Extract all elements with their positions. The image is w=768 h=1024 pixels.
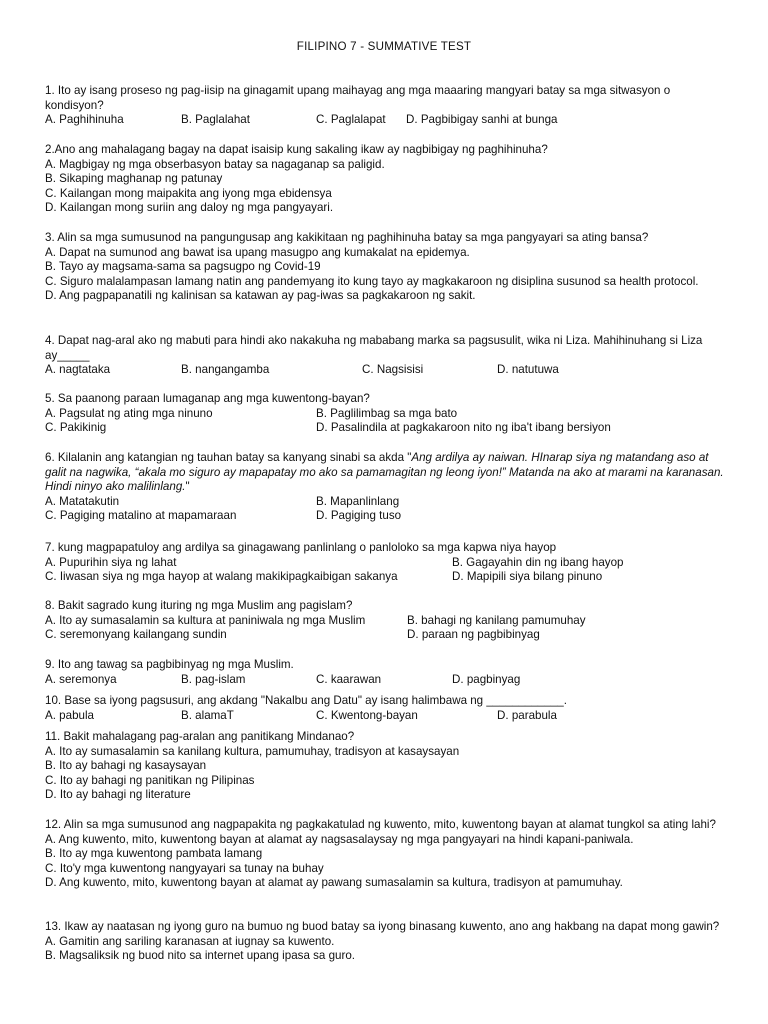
question-6-stem-lead: 6. Kilalanin ang katangian ng tauhan batay sa kanyang sinabi sa akda ": [45, 451, 412, 464]
question-5-stem: 5. Sa paanong paraan lumaganap ang mga kuwentong-bayan?: [45, 392, 370, 405]
question-6-quote: Ang ardilya ay naiwan. HInarap siya ng matandang aso at galit na nagwika, “akala mo siguro ay mapapatay mo ako sa pamamagitan ng leong iyon!” Matanda na ako at marami na karanasan. Hindi ninyo ako malilinlang.: [45, 451, 724, 494]
question-13-stem: 13. Ikaw ay naatasan ng iyong guro na bumuo ng buod batay sa iyong binasang kuwento, ano ang hakbang na dapat mong gawin?: [45, 920, 720, 933]
question-6-stem: [45, 451, 725, 495]
question-4-choices: [45, 363, 725, 378]
choice-9c: C. kaarawan: [316, 672, 382, 686]
choice-9b: B. pag-islam: [181, 672, 246, 686]
question-8-choices-row-2: [45, 628, 725, 643]
question-10: [45, 694, 725, 723]
question-2: [45, 143, 725, 216]
choice-9a: A. seremonya: [45, 672, 117, 686]
question-7-stem: 7. kung magpapatuloy ang ardilya sa ginagawang panlinlang o panloloko sa mga kapwa niya hayop: [45, 541, 557, 554]
question-6: [45, 451, 725, 524]
choice-11d: D. Ito ay bahagi ng literature: [45, 788, 191, 802]
choice-2c: C. Kailangan mong maipakita ang iyong mga ebidensya: [45, 186, 332, 200]
question-1-choices: [45, 113, 725, 128]
choice-6a: A. Matatakutin: [45, 494, 120, 508]
choice-5b: B. Paglilimbag sa mga bato: [316, 406, 458, 420]
question-4-stem: 4. Dapat nag-aral ako ng mabuti para hindi ako nakakuha ng mababang marka sa pagsusulit, wika ni Liza. Mahihinuhang si Liza ay_____: [45, 334, 703, 362]
choice-1a: A. Paghihinuha: [45, 113, 124, 127]
question-8-stem: 8. Bakit sagrado kung ituring ng mga Muslim ang pagislam?: [45, 599, 353, 612]
choice-7a: A. Pupurihin siya ng lahat: [45, 555, 177, 569]
choice-6b: B. Mapanlinlang: [316, 494, 400, 508]
choice-12d: D. Ang kuwento, mito, kuwentong bayan at alamat ay pawang sumasalamin sa kultura, tradisyon at pamumuhay.: [45, 876, 623, 890]
choice-8b: B. bahagi ng kanilang pamumuhay: [407, 613, 586, 627]
choice-8a: A. Ito ay sumasalamin sa kultura at paniniwala ng mga Muslim: [45, 613, 366, 627]
choice-10b: B. alamaT: [181, 708, 234, 722]
question-5-choices-row-2: [45, 421, 725, 436]
question-10-choices: [45, 709, 725, 724]
question-2-stem: 2.Ano ang mahalagang bagay na dapat isaisip kung sakaling ikaw ay nagbibigay ng paghihinuha?: [45, 143, 548, 156]
question-7-choices-row-1: [45, 556, 725, 571]
choice-4b: B. nangangamba: [181, 363, 270, 377]
choice-7b: B. Gagayahin din ng ibang hayop: [452, 555, 624, 569]
choice-2a: A. Magbigay ng mga obserbasyon batay sa nagaganap sa paligid.: [45, 157, 385, 171]
choice-4d: D. natutuwa: [497, 363, 559, 377]
question-12: [45, 818, 725, 891]
question-9: [45, 658, 725, 687]
choice-3b: B. Tayo ay magsama-sama sa pagsugpo ng Covid-19: [45, 260, 321, 274]
choice-13b: B. Magsaliksik ng buod nito sa internet upang ipasa sa guro.: [45, 949, 356, 963]
choice-11a: A. Ito ay sumasalamin sa kanilang kultura, pamumuhay, tradisyon at kasaysayan: [45, 744, 460, 758]
choice-8d: D. paraan ng pagbibinyag: [407, 628, 540, 642]
choice-7c: C. Iiwasan siya ng mga hayop at walang makikipagkaibigan sakanya: [45, 570, 398, 584]
question-7: [45, 541, 725, 585]
question-5-choices-row-1: [45, 407, 725, 422]
question-6-stem-end: ": [185, 480, 190, 494]
question-10-stem: 10. Base sa iyong pagsusuri, ang akdang "Nakalbu ang Datu" ay isang halimbawa ng ____________.: [45, 694, 567, 707]
question-8: [45, 599, 725, 643]
choice-4c: C. Nagsisisi: [362, 363, 424, 377]
choice-10c: C. Kwentong-bayan: [316, 708, 418, 722]
choice-2b: B. Sikaping maghanap ng patunay: [45, 172, 223, 186]
question-12-stem: 12. Alin sa mga sumusunod ang nagpapakita ng pagkakatulad ng kuwento, mito, kuwentong bayan at alamat tungkol sa ating lahi?: [45, 818, 716, 831]
choice-9d: D. pagbinyag: [452, 672, 521, 686]
choice-10a: A. pabula: [45, 708, 94, 722]
question-11-stem: 11. Bakit mahalagang pag-aralan ang panitikang Mindanao?: [45, 730, 355, 743]
choice-6d: D. Pagiging tuso: [316, 509, 402, 523]
choice-3d: D. Ang pagpapanatili ng kalinisan sa katawan ay pag-iwas sa pagkakaroon ng sakit.: [45, 289, 476, 303]
choice-11c: C. Ito ay bahagi ng panitikan ng Pilipinas: [45, 773, 255, 787]
choice-8c: C. seremonyang kailangang sundin: [45, 628, 227, 642]
choice-3a: A. Dapat na sumunod ang bawat isa upang masugpo ang kumakalat na epidemya.: [45, 245, 470, 259]
question-3-stem: 3. Alin sa mga sumusunod na pangungusap ang kakikitaan ng paghihinuha batay sa mga pangyayari sa ating bansa?: [45, 231, 649, 244]
choice-12c: C. Ito'y mga kuwentong nangyayari sa tunay na buhay: [45, 861, 324, 875]
choice-5a: A. Pagsulat ng ating mga ninuno: [45, 406, 213, 420]
question-3: [45, 231, 725, 304]
choice-1d: D. Pagbibigay sanhi at bunga: [406, 113, 558, 127]
choice-6c: C. Pagiging matalino at mapamaraan: [45, 509, 237, 523]
question-7-choices-row-2: [45, 570, 725, 585]
question-1: [45, 84, 725, 128]
question-6-choices-row-2: [45, 509, 725, 524]
choice-12b: B. Ito ay mga kuwentong pambata lamang: [45, 847, 263, 861]
choice-7d: D. Mapipili siya bilang pinuno: [452, 570, 603, 584]
question-8-choices-row-1: [45, 614, 725, 629]
question-9-stem: 9. Ito ang tawag sa pagbibinyag ng mga Muslim.: [45, 658, 294, 671]
question-13: [45, 920, 725, 964]
choice-1c: C. Paglalapat: [316, 113, 386, 127]
page-title: FILIPINO 7 - SUMMATIVE TEST: [296, 40, 472, 53]
question-11: [45, 730, 725, 803]
choice-11b: B. Ito ay bahagi ng kasaysayan: [45, 759, 207, 773]
choice-2d: D. Kailangan mong suriin ang daloy ng mga pangyayari.: [45, 201, 334, 215]
choice-1b: B. Paglalahat: [181, 113, 250, 127]
question-6-choices-row-1: [45, 495, 725, 510]
question-9-choices: [45, 673, 725, 688]
question-5: [45, 392, 725, 436]
choice-13a: A. Gamitin ang sariling karanasan at iugnay sa kuwento.: [45, 934, 335, 948]
choice-5c: C. Pakikinig: [45, 421, 107, 435]
question-4: [45, 334, 725, 378]
question-1-stem: 1. Ito ay isang proseso ng pag-iisip na ginagamit upang maihayag ang mga maaaring mangyari batay sa mga sitwasyon o kondisyon?: [45, 84, 671, 112]
choice-5d: D. Pasalindila at pagkakaroon nito ng iba't ibang bersiyon: [316, 421, 611, 435]
choice-10d: D. parabula: [497, 708, 557, 722]
choice-4a: A. nagtataka: [45, 363, 111, 377]
choice-12a: A. Ang kuwento, mito, kuwentong bayan at alamat ay nagsasalaysay ng mga pangyayari na hindi kapani-paniwala.: [45, 832, 634, 846]
choice-3c: C. Siguro malalampasan lamang natin ang pandemyang ito kung tayo ay magkakaroon ng disiplina susunod sa health protocol.: [45, 274, 699, 288]
